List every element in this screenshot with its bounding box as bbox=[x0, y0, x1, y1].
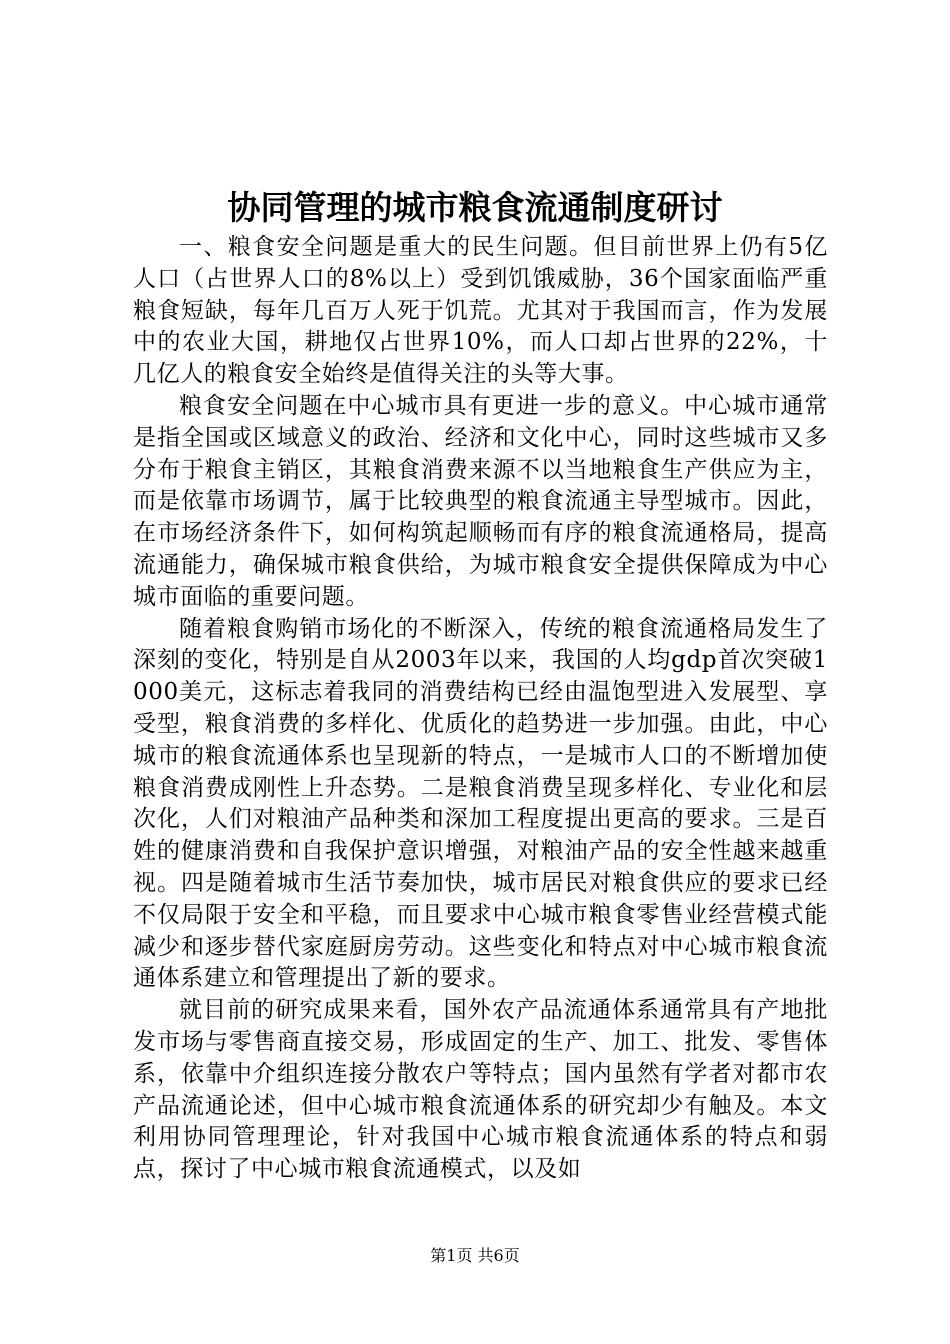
paragraph-2: 粮食安全问题在中心城市具有更进一步的意义。中心城市通常是指全国或区域意义的政治、经济和文化中心，同时这些城市又多分布于粮食主销区，其粮食消费来源不以当地粮食生产供应为主，而是依靠市场调节，属于比较典型的粮食流通主导型城市。因此，在市场经济条件下，如何构筑起顺畅而有序的粮食流通格局，提高流通能力，确保城市粮食供给，为城市粮食安全提供保障成为中心城市面临的重要问题。 bbox=[133, 392, 828, 610]
document-body bbox=[133, 232, 828, 1186]
document-title: 协同管理的城市粮食流通制度研讨 bbox=[227, 188, 723, 227]
paragraph-4: 就目前的研究成果来看，国外农产品流通体系通常具有产地批发市场与零售商直接交易，形成固定的生产、加工、批发、零售体系，依靠中介组织连接分散农户等特点；国内虽然有学者对都市农产品流通论述，但中心城市粮食流通体系的研究却少有触及。本文利用协同管理理论，针对我国中心城市粮食流通体系的特点和弱点，探讨了中心城市粮食流通模式，以及如 bbox=[133, 997, 828, 1183]
paragraph-3: 随着粮食购销市场化的不断深入，传统的粮食流通格局发生了深刻的变化，特别是自从2003年以来，我国的人均gdp首次突破1000美元，这标志着我同的消费结构已经由温饱型进入发展型、享受型，粮食消费的多样化、优质化的趋势进一步加强。由此，中心城市的粮食流通体系也呈现新的特点，一是城市人口的不断增加使粮食消费成刚性上升态势。二是粮食消费呈现多样化、专业化和层次化，人们对粮油产品种类和深加工程度提出更高的要求。三是百姓的健康消费和自我保护意识增强，对粮油产品的安全性越来越重视。四是随着城市生活节奏加快，城市居民对粮食供应的要求已经不仅局限于安全和平稳，而且要求中心城市粮食零售业经营模式能减少和逐步替代家庭厨房劳动。这些变化和特点对中心城市粮食流通体系建立和管理提出了新的要求。 bbox=[133, 615, 828, 992]
page-footer: 第1页 共6页 bbox=[430, 1246, 520, 1265]
paragraph-1: 一、粮食安全问题是重大的民生问题。但目前世界上仍有5亿人口（占世界人口的8%以上）受到饥饿威胁，36个国家面临严重粮食短缺，每年几百万人死于饥荒。尤其对于我国而言，作为发展中的农业大国，耕地仅占世界10%，而人口却占世界的22%，十几亿人的粮食安全始终是值得关注的头等大事。 bbox=[133, 234, 828, 388]
